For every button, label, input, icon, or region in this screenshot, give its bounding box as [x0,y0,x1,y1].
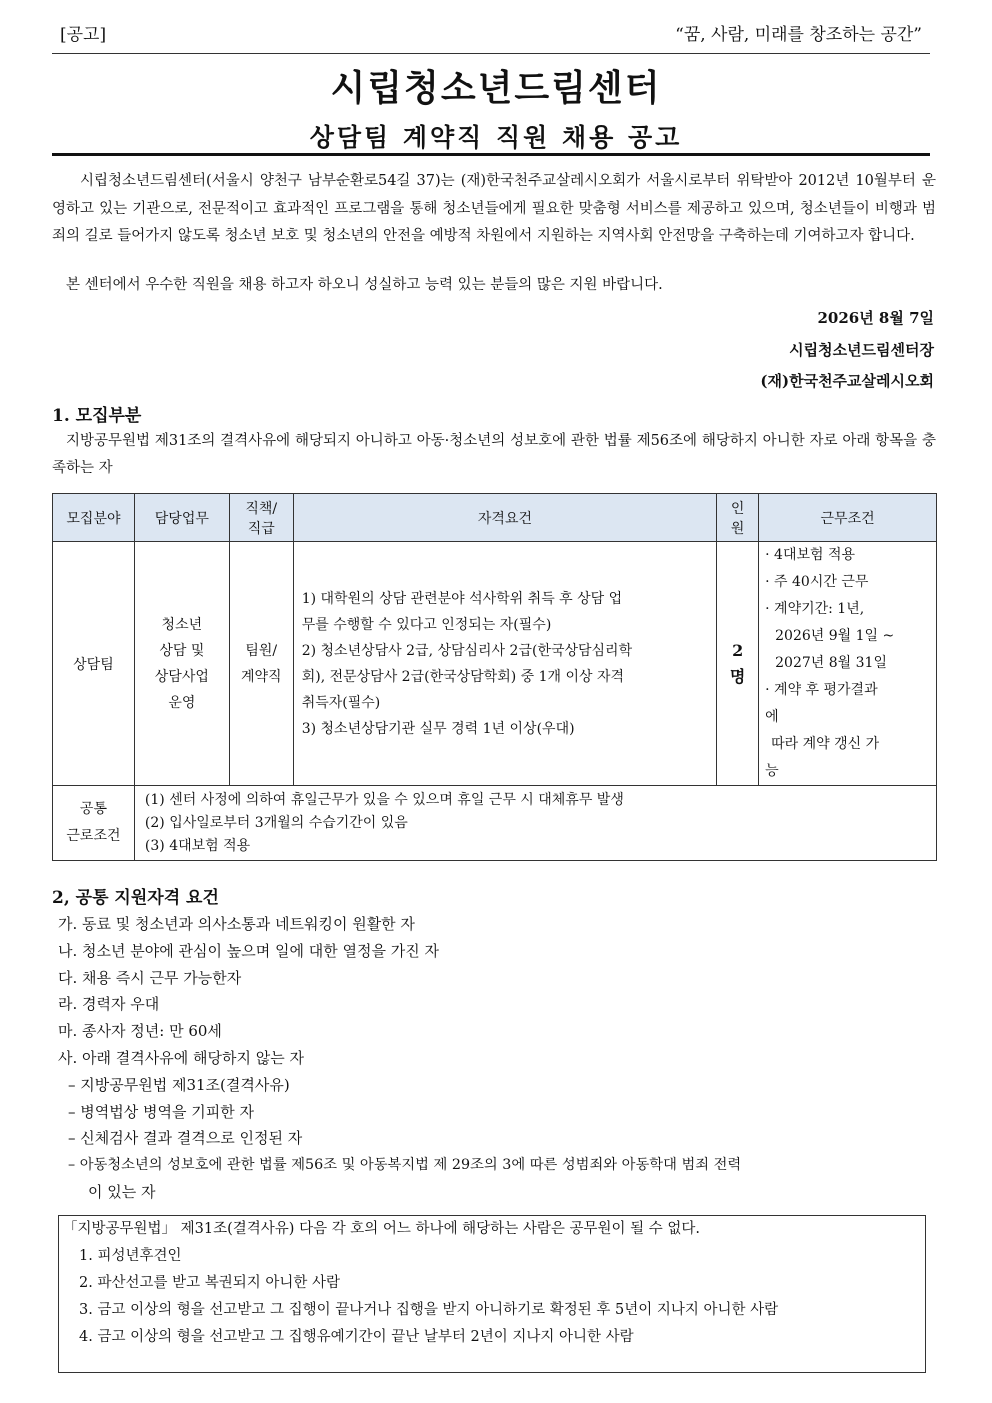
qualification-line: 회), 전문상담사 2급(한국상담학회) 중 1개 이상 자격 [301,668,625,685]
common-label-line: 공통 [79,801,107,817]
cell-headcount [717,542,759,786]
condition-line: · 계약기간: 1년, [765,601,865,617]
header-divider [52,53,930,54]
condition-line: 에 [765,709,779,725]
page-title: 시립청소년드림센터 [330,67,662,109]
qualification-line: 취득자(필수) [301,694,381,711]
qualification-line: 2) 청소년상담사 2급, 상담심리사 2급(한국상담심리학 [301,642,633,659]
list-item: 나. 청소년 분야에 관심이 높으며 일에 대한 열정을 가진 자 [58,941,439,960]
sub-list-item: – 지방공무원법 제31조(결격사유) [68,1075,290,1094]
law-item: 4. 금고 이상의 형을 선고받고 그 집행유예기간이 끝난 날부터 2년이 지나지 아니한 사람 [79,1329,634,1345]
header-headcount [717,494,759,542]
notice-date: 2026년 8월 7일 [817,309,934,327]
rank-line: 계약직 [240,668,282,685]
table-header-row [53,494,937,542]
cell-rank [229,542,293,786]
list-item: 라. 경력자 우대 [58,995,160,1014]
header-duty: 담당업무 [134,494,229,542]
duty-line: 청소년 [161,616,203,633]
condition-line: · 주 40시간 근무 [765,574,869,590]
header-rank-line-2: 직급 [247,520,275,537]
intro-closing: 본 센터에서 우수한 직원을 채용 하고자 하오니 성실하고 능력 있는 분들의 많은 지원 바랍니다. [66,277,663,293]
cell-qualifications [293,542,716,786]
cell-field: 상담팀 [53,542,135,786]
condition-line: · 4대보험 적용 [765,547,856,563]
recruitment-table [52,493,937,861]
sub-list-item: – 병역법상 병역을 기피한 자 [68,1102,254,1121]
qualification-line: 무를 수행할 수 있다고 인정되는 자(필수) [301,616,552,633]
cell-conditions [759,542,937,786]
header-headcount-line-2: 원 [730,520,745,537]
page-subtitle: 상담팀 계약직 직원 채용 공고 [309,123,683,152]
condition-line: 2027년 8월 31일 [775,655,887,671]
header-qualifications: 자격요건 [293,494,716,542]
notice-tag: [공고] [60,25,107,45]
section-1-heading: 1. 모집부분 [52,406,142,426]
list-item: 가. 동료 및 청소년과 의사소통과 네트워킹이 원활한 자 [58,915,415,933]
common-condition-item: (2) 입사일로부터 3개월의 수습기간이 있음 [144,814,408,831]
common-conditions-label [53,786,135,861]
section-1-description: 지방공무원법 제31조의 결격사유에 해당되지 아니하고 아동·청소년의 성보호에 관한 법률 제56조에 해당하지 아니한 자로 아래 항목을 충족하는 자 [52,433,936,476]
sub-list-item: – 신체검사 결과 결격으로 인정된 자 [68,1129,303,1148]
intro-paragraph: 시립청소년드림센터(서울시 양천구 남부순환로54길 37)는 (재)한국천주교살레시오회가 서울시로부터 위탁받아 2012년 10월부터 운영하고 있는 기관으로, 전문적이고 효과적인 프로그램을 통해 청소년들에게 필요한 맞춤형 서비스를 제공하고 있으며, 청소년들이 비행과 범죄의 길로 들어가지 않도록 청소년 보호 및 청소년의 안전을 예방적 차원에서 지원하는 지역사회 안전망을 구축하는데 기여하고자 합니다. [52,173,936,244]
condition-line: 2026년 9월 1일 ~ [775,628,895,644]
signer-org: 시립청소년드림센터장 [789,341,934,359]
rank-line: 팀원/ [245,642,278,659]
signer-foundation: (재)한국천주교살레시오회 [760,372,934,390]
header-field: 모집분야 [53,494,135,542]
header-headcount-line-1: 인 [730,500,745,517]
requirements-list [58,911,741,1206]
table-row [53,542,937,786]
qualification-line: 3) 청소년상담기관 실무 경력 1년 이상(우대) [301,720,575,737]
list-item: 마. 종사자 정년: 만 60세 [58,1022,222,1041]
common-label-line: 근로조건 [66,828,121,844]
law-item: 2. 파산선고를 받고 복권되지 아니한 사람 [79,1275,340,1291]
condition-line: 따라 계약 갱신 가 [771,736,880,752]
cell-duty [134,542,229,786]
duty-line: 상담 및 [159,642,205,659]
duty-line: 운영 [168,694,196,711]
duty-line: 상담사업 [154,668,209,685]
list-item: 다. 채용 즉시 근무 가능한자 [58,968,242,987]
header-rank [229,494,293,542]
law-intro: 「지방공무원법」 제31조(결격사유) 다음 각 호의 어느 하나에 해당하는 사람은 공무원이 될 수 없다. [63,1221,700,1237]
common-condition-item: (1) 센터 사정에 의하여 휴일근무가 있을 수 있으며 휴일 근무 시 대체휴무 발생 [144,791,624,808]
law-item: 3. 금고 이상의 형을 선고받고 그 집행이 끝나거나 집행을 받지 아니하기로 확정된 후 5년이 지나지 아니한 사람 [79,1302,779,1318]
common-conditions-row [53,786,937,861]
header-rank-line-1: 직책/ [245,500,278,517]
headcount-number: 2 [732,640,744,660]
headcount-unit: 명 [729,666,746,686]
section-2-heading: 2, 공통 지원자격 요건 [52,888,219,908]
qualification-line: 1) 대학원의 상담 관련분야 석사학위 취득 후 상담 업 [301,590,623,607]
list-item: 사. 아래 결격사유에 해당하지 않는 자 [58,1048,304,1067]
law-reference-box [58,1215,926,1373]
sub-list-item: 이 있는 자 [88,1182,156,1201]
condition-line: 능 [765,763,779,779]
common-condition-item: (3) 4대보험 적용 [144,837,251,854]
common-conditions-items [134,786,936,861]
header-conditions: 근무조건 [759,494,937,542]
motto: “꿈, 사람, 미래를 창조하는 공간” [675,25,922,45]
law-item: 1. 피성년후견인 [79,1248,182,1264]
condition-line: · 계약 후 평가결과 [765,682,878,698]
sub-list-item: – 아동청소년의 성보호에 관한 법률 제56조 및 아동복지법 제 29조의 3에 따른 성범죄와 아동학대 범죄 전력 [68,1157,742,1174]
title-divider [52,153,930,156]
